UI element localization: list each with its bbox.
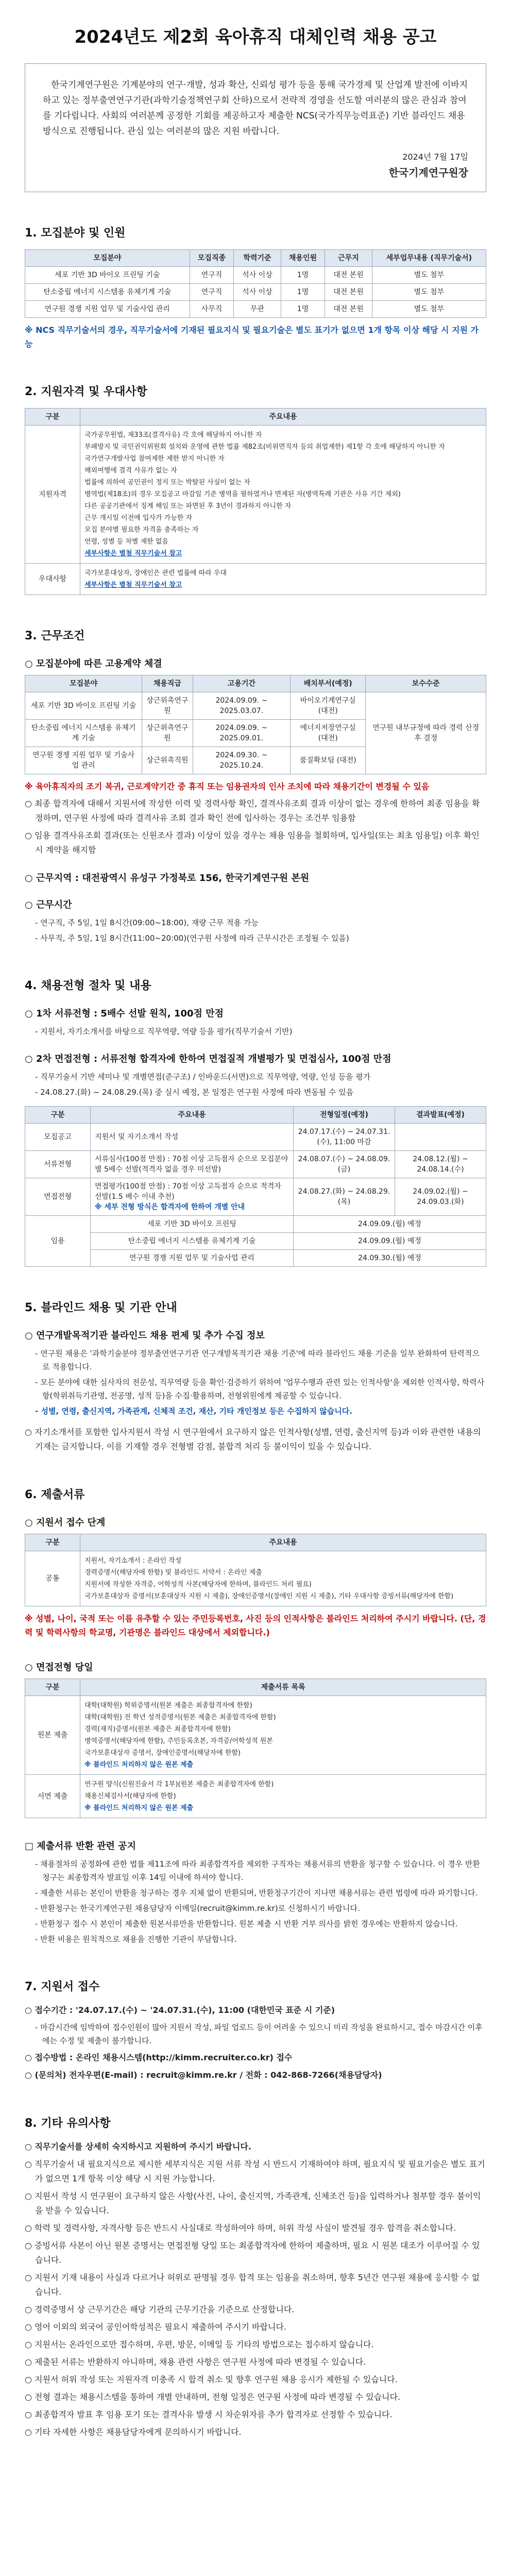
preference-list	[80, 564, 486, 595]
original-documents	[80, 1696, 486, 1775]
table-header: 고용기간	[193, 675, 291, 692]
application-period-note: - 마감시간에 임박하여 접수인원이 많아 지원서 작성, 파일 업로드 등이 어려울 수 있으니 미리 작성을 완료하시고, 접수 마감시간 이후에는 수정 및 제출이 불가합니다.	[35, 2023, 483, 2045]
application-period: ○ 접수기간 : '24.07.17.(수) ~ '24.07.31.(수), 11:00 (대한민국 표준 시 기준)	[25, 2005, 335, 2015]
interview-documents-table	[25, 1679, 486, 1818]
table-row	[25, 1551, 486, 1606]
table-header: 채용직급	[142, 675, 193, 692]
table-cell: 에너지저장연구실 (대전)	[291, 720, 366, 747]
list-item: 경력증명서(해당자에 한함) 및 블라인드 서약서 : 온라인 제출	[84, 1569, 262, 1577]
list-item: 경력(재직)증명서(원본 제출은 최종합격자에 한함)	[84, 1725, 231, 1733]
page-title: 2024년도 제2회 육아휴직 대체인력 채용 공고	[74, 27, 437, 47]
table-cell: 무관	[234, 301, 281, 318]
table-header: 구분	[25, 1534, 80, 1551]
notice-list	[25, 2140, 486, 2439]
qualification-label: 지원자격	[25, 426, 80, 564]
table-row	[25, 426, 486, 564]
list-item: 지원서에 작성한 자격증, 어학성적 사본(해당자에 한하며, 블라인드 처리 필요)	[84, 1581, 312, 1588]
table-cell: 2024.09.30. ~ 2025.10.24.	[193, 747, 291, 774]
section-1-note: ※ NCS 직무기술서의 경우, 직무기술서에 기재된 필요지식 및 필요기술은 별도 표기가 없으면 1개 항목 이상 해당 시 지원 가능	[25, 325, 479, 349]
table-cell: 대전 본원	[325, 267, 372, 284]
interview-note: ※ 세부 전형 방식은 합격자에 한하여 개별 안내	[95, 1203, 245, 1211]
list-item: 병역증명서(해당자에 한함), 주민등록초본, 자격증/어학성적 원본	[84, 1737, 273, 1745]
list-item: ○ 경력증명서 상 근무기간은 해당 기관의 근무기간을 기준으로 산정합니다.	[25, 2304, 295, 2314]
step-1-detail: - 지원서, 자기소개서를 바탕으로 직무역량, 역량 등을 평가(직무기술서 기반)	[35, 1027, 293, 1036]
list-item: 채용신체검사서(해당자에 한함)	[84, 1792, 176, 1800]
table-cell: 지원서 및 자기소개서 작성	[91, 1124, 294, 1151]
table-row	[25, 301, 486, 318]
table-header: 모집직종	[190, 250, 234, 267]
step-1: ○ 1차 서류전형 : 5배수 선발 원칙, 100점 만점	[25, 1008, 224, 1019]
table-cell: 모집공고	[25, 1124, 91, 1151]
return-notice: - 반환 비용은 원칙적으로 채용을 진행한 기관이 부담합니다.	[35, 1935, 237, 1944]
table-row	[25, 267, 486, 284]
table-cell: 품질확보팀 (대전)	[291, 747, 366, 774]
table-row	[25, 692, 486, 720]
table-cell: 원본 제출	[25, 1696, 80, 1775]
recruit-fields-table	[25, 249, 486, 318]
return-notice: - 반환청구 접수 시 본인이 제출한 원본서류만을 반환합니다. 원본 제출 시 반환 거부 의사를 밝힌 경우에는 반환하지 않습니다.	[35, 1919, 458, 1928]
section-3-sub-1: ○ 모집분야에 따른 고용계약 체결	[25, 658, 162, 669]
table-cell: 세포 기반 3D 바이오 프린팅 기술	[25, 267, 190, 284]
list-item: 다른 공공기관에서 징계 해임 또는 파면된 후 3년이 경과하지 아니한 자	[84, 502, 292, 510]
table-cell: 석사 이상	[234, 267, 281, 284]
table-header: 주요내용	[80, 1534, 486, 1551]
table-cell: 서류전형	[25, 1151, 91, 1178]
contact-info[interactable]: ○ (문의처) 전자우편(E-mail) : recruit@kimm.re.kr / 전화 : 042-868-7266(채용담당자)	[25, 2070, 382, 2080]
table-cell: 연구원 경쟁 지원 업무 및 기술사업 관리	[25, 301, 190, 318]
table-cell: 바이오기계연구실 (대전)	[291, 692, 366, 720]
table-cell: 세포 기반 3D 바이오 프린팅 기술	[25, 692, 142, 720]
intro-signature	[43, 149, 468, 180]
footer-space	[25, 2443, 486, 2453]
section-6-sub-1: ○ 지원서 접수 단계	[25, 1517, 106, 1528]
table-row	[25, 1233, 486, 1250]
list-item: ○ 지원서 기재 내용이 사실과 다르거나 허위로 판명될 경우 합격 또는 임용을 취소하며, 향후 5년간 연구원 채용에 응시할 수 없습니다.	[25, 2273, 480, 2297]
table-cell: 24.09.30.(월) 예정	[294, 1250, 486, 1267]
list-item: 부패방지 및 국민권익위원회 설치와 운영에 관한 법률 제82조(비위면직자 등의 취업제한) 제1항 각 호에 해당하지 아니한 자	[84, 443, 445, 451]
table-header: 구분	[25, 409, 80, 426]
table-cell: 24.08.12.(월) ~ 24.08.14.(수)	[395, 1151, 486, 1178]
return-notice: - 제출한 서류는 본인이 반환을 청구하는 경우 지체 없이 반환되며, 반환청구기간이 지나면 채용서류는 관련 법령에 따라 파기합니다.	[35, 1888, 478, 1897]
table-header: 제출서류 목록	[80, 1679, 486, 1696]
table-cell: 임용	[25, 1216, 91, 1267]
table-header: 전형일정(예정)	[294, 1107, 395, 1124]
table-cell: 1명	[281, 267, 325, 284]
table-header: 채용인원	[281, 250, 325, 267]
table-cell: 24.09.02.(월) ~ 24.09.03.(화)	[395, 1178, 486, 1216]
table-cell	[395, 1124, 486, 1151]
intro-org: 한국기계연구원장	[388, 166, 468, 179]
table-header: 세부업무내용 (직무기술서)	[372, 250, 486, 267]
list-item: ○ 직무기술서 내 필요지식으로 제시한 세부지식은 지원 서류 작성 시 반드시 기재하여야 하며, 필요지식 및 필요기술은 별도 표기가 없으면 1개 항목 이상 해당 시 지원 가능합니다.	[25, 2159, 485, 2183]
qualification-list	[80, 426, 486, 564]
list-item: 모집 분야별 필요한 자격을 충족하는 자	[84, 526, 199, 534]
list-item: 국가공무원법, 제33조(결격사유) 각 호에 해당하지 아니한 자	[84, 431, 262, 439]
list-item: ※ 블라인드 처리하지 않은 원본 제출	[84, 1804, 194, 1812]
preference-label: 우대사항	[25, 564, 80, 595]
table-cell: 세포 기반 3D 바이오 프린팅	[91, 1216, 294, 1233]
section-1-heading: 1. 모집분야 및 인원	[25, 227, 126, 240]
table-header: 구분	[25, 1107, 91, 1124]
table-cell: 별도 첨부	[372, 301, 486, 318]
table-cell: 24.07.17.(수) ~ 24.07.31.(수), 11:00 마감	[294, 1124, 395, 1151]
intro-text: 한국기계연구원은 기계분야의 연구·개발, 성과 확산, 신뢰성 평가 등을 통해 국가경제 및 산업계 발전에 이바지하고 있는 정부출연연구기관(과학기술정책연구회 산하)으로서 전략적 경영을 선도할 여러분의 많은 관심과 참여를 기다립니다. 사회의 여러분께 공정한 기회를 제공하고자 제출한 NCS(국가직무능력표준) 기반 블라인드 채용 방식으로 진행됩니다. 관심 있는 여러분의 많은 지원 바랍니다.	[43, 80, 468, 137]
table-cell: 탄소중립 에너지 시스템용 유체기계 기술	[91, 1233, 294, 1250]
table-cell: 면접전형	[25, 1178, 91, 1216]
table-row	[25, 1124, 486, 1151]
table-cell: 연구직	[190, 284, 234, 301]
qualification-table	[25, 408, 486, 595]
list-item: 병역법(제18조)의 경우 모집공고 마감일 기준 병역을 필하였거나 면제된 자(병역특례 기관은 사유 기간 제외)	[84, 490, 401, 498]
section-3-note-3: ○ 임용 결격사유조회 결과(또는 신원조사 결과) 이상이 있을 경우는 채용 임용을 철회하며, 입사일(또는 최초 임용일) 이후 확인 시 계약을 해지함	[25, 831, 480, 855]
work-hours-heading: ○ 근무시간	[25, 900, 72, 910]
table-cell: 1명	[281, 301, 325, 318]
table-cell: 연구직	[190, 267, 234, 284]
table-cell: 상근위촉연구원	[142, 692, 193, 720]
table-cell: 서류심사(100점 만점) : 70점 이상 고득점자 순으로 모집분야별 5배수 선발(적격자 없을 경우 미선발)	[91, 1151, 294, 1178]
process-table	[25, 1106, 486, 1267]
interview-desc: 면접평가(100점 만점) : 70점 이상 고득점자 순으로 적격자 선발(1.5 배수 이내 추천)	[95, 1182, 281, 1201]
blind-processing-note: ※ 성별, 나이, 국적 또는 이름 유추할 수 있는 주민등록번호, 사진 등의 인적사항은 블라인드 처리하여 주시기 바랍니다. (단, 경력 및 학력사항의 학교명, 기관명은 블라인드 대상에서 제외합니다.)	[25, 1614, 486, 1637]
blind-item-3: - 성별, 연령, 출신지역, 가족관계, 신체적 조건, 재산, 기타 개인정보 등은 수집하지 않습니다.	[35, 1406, 352, 1416]
step-2-schedule: - 24.08.27.(화) ~ 24.08.29.(목) 중 실시 예정, 본 일정은 연구원 사정에 따라 변동될 수 있음	[35, 1088, 354, 1097]
table-cell: 별도 첨부	[372, 284, 486, 301]
work-hours-admin: - 사무직, 주 5일, 1일 8시간(11:00~20:00)(연구원 사정에 따라 근무시간은 조정될 수 있음)	[35, 934, 349, 943]
section-5-sub-1: ○ 연구개발목적기관 블라인드 채용 편제 및 추가 수집 정보	[25, 1330, 265, 1341]
section-5-heading: 5. 블라인드 채용 및 기관 안내	[25, 1301, 177, 1314]
section-6-heading: 6. 제출서류	[25, 1488, 85, 1501]
list-item: 연령, 성별 등 차별 제한 없음	[84, 538, 168, 546]
application-method[interactable]: ○ 접수방법 : 온라인 채용시스템(http://kimm.recruiter.co.kr) 접수	[25, 2053, 293, 2062]
list-item: 대학(대학원) 전 학년 성적증명서(원본 제출은 최종합격자에 한함)	[84, 1714, 276, 1721]
table-header: 모집분야	[25, 250, 190, 267]
section-6-sub-2: ○ 면접전형 당일	[25, 1662, 93, 1673]
table-cell: 연구원 경쟁 지원 업무 및 기술사업 관리	[25, 747, 142, 774]
table-cell: 2024.09.09. ~ 2025.09.01.	[193, 720, 291, 747]
table-cell: 1명	[281, 284, 325, 301]
list-item: ○ 최종합격자 발표 후 임용 포기 또는 결격사유 발생 시 차순위자를 추가 합격자로 선정할 수 있습니다.	[25, 2410, 393, 2419]
blind-item-1: - 연구원 채용은 '과학기술분야 정부출연연구기관 연구개발목적기관 채용 기준'에 따라 블라인드 채용 기준을 일부 완화하여 탄력적으로 적용합니다.	[35, 1349, 480, 1371]
table-cell: 연구원 경쟁 지원 업무 및 기술사업 관리	[91, 1250, 294, 1267]
table-cell: 대전 본원	[325, 284, 372, 301]
table-row	[25, 284, 486, 301]
table-cell: 24.09.09.(월) 예정	[294, 1233, 486, 1250]
list-item: ○ 제출된 서류는 반환하지 아니하며, 채용 관련 사항은 연구원 사정에 따라 변경될 수 있습니다.	[25, 2357, 366, 2367]
list-item: ○ 지원서는 온라인으로만 접수하며, 우편, 방문, 이메일 등 기타의 방법으로는 접수하지 않습니다.	[25, 2340, 374, 2349]
list-item: ※ 블라인드 처리하지 않은 원본 제출	[84, 1761, 194, 1769]
list-item: 법률에 의하여 공민권이 정지 또는 박탈된 사실이 없는 자	[84, 479, 250, 486]
list-item: ○ 지원서 허위 작성 또는 지원자격 미충족 시 합격 취소 및 향후 연구원 채용 응시가 제한될 수 있습니다.	[25, 2375, 398, 2384]
table-header: 보수수준	[366, 675, 486, 692]
work-location: ○ 근무지역 : 대전광역시 유성구 가정북로 156, 한국기계연구원 본원	[25, 873, 310, 884]
step-2-detail: - 직무기술서 기반 세미나 및 개별면접(준구조) / 인바운드(서면)으로 직무역량, 역량, 인성 등을 평가	[35, 1072, 371, 1081]
table-cell: 대전 본원	[325, 301, 372, 318]
intro-box	[25, 63, 486, 192]
pay-level: 연구원 내부규정에 따라 경력 산정 후 결정	[366, 692, 486, 774]
section-3-note-1: ※ 육아휴직자의 조기 복귀, 근로계약기간 중 휴직 또는 임용권자의 인사 조치에 따라 채용기간이 변경될 수 있음	[25, 782, 430, 791]
table-row	[25, 1151, 486, 1178]
table-header: 학력기준	[234, 250, 281, 267]
return-notice: - 반환청구는 한국기계연구원 채용담당자 이메일(recruit@kimm.re.kr)로 신청하시기 바랍니다.	[35, 1904, 360, 1913]
list-item: ○ 증빙서류 사본이 아닌 원본 증명서는 면접전형 당일 또는 최종합격자에 한하여 제출하며, 필요 시 원본 대조가 이루어질 수 있습니다.	[25, 2241, 480, 2265]
table-row	[25, 1775, 486, 1818]
list-item: 대학(대학원) 학위증명서(원본 제출은 최종합격자에 한함)	[84, 1702, 252, 1709]
work-hours-research: - 연구직, 주 5일, 1일 8시간(09:00~18:00), 재량 근무 적용 가능	[35, 918, 259, 927]
list-item: ○ 전형 결과는 채용시스템을 통하여 개별 안내하며, 전형 일정은 연구원 사정에 따라 변경될 수 있습니다.	[25, 2392, 401, 2402]
list-item: 연구원 양식(신원진술서 각 1부)(원본 제출은 최종합격자에 한함)	[84, 1781, 274, 1788]
table-header: 근무지	[325, 250, 372, 267]
table-cell: 공통	[25, 1551, 80, 1606]
table-row	[25, 1696, 486, 1775]
table-header: 배치부서(예정)	[291, 675, 366, 692]
table-cell: 사무직	[190, 301, 234, 318]
section-7-heading: 7. 지원서 접수	[25, 1980, 100, 1993]
list-item: 해외여행에 결격 사유가 없는 자	[84, 467, 177, 474]
table-cell: 2024.09.09. ~ 2025.03.07.	[193, 692, 291, 720]
list-item: ○ 직무기술서를 상세히 숙지하시고 지원하여 주시기 바랍니다.	[25, 2142, 251, 2151]
return-notice: - 채용절차의 공정화에 관한 법률 제11조에 따라 최종합격자를 제외한 구직자는 채용서류의 반환을 청구할 수 있습니다. 이 경우 반환청구는 최종합격자 발표일 이후 14일 이내에 하셔야 합니다.	[35, 1859, 480, 1882]
section-4-heading: 4. 채용전형 절차 및 내용	[25, 979, 151, 992]
common-documents	[80, 1551, 486, 1606]
list-item: 국가보훈대상자 증명서, 장애인증명서(해당자에 한함)	[84, 1749, 241, 1757]
intro-date: 2024년 7월 17일	[402, 152, 468, 162]
table-row	[25, 564, 486, 595]
table-header: 결과발표(예정)	[395, 1107, 486, 1124]
blind-warning: ○ 자기소개서를 포함한 입사지원서 작성 시 연구원에서 요구하지 않은 인적사항(성별, 연령, 출신지역 등)과 이와 관련한 내용의 기재는 금지합니다. 이를 기재할 경우 전형별 감점, 불합격 처리 등 불이익이 있을 수 있습니다.	[25, 1427, 481, 1451]
table-header: 구분	[25, 1679, 80, 1696]
table-row	[25, 1216, 486, 1233]
section-3-heading: 3. 근무조건	[25, 630, 85, 642]
table-row	[25, 1250, 486, 1267]
section-2-heading: 2. 지원자격 및 우대사항	[25, 385, 147, 398]
list-item: 국가보훈대상자 증명서(보훈대상자 지원 시 제출), 장애인증명서(장애인 지원 시 제출), 기타 우대사항 증빙서류(해당자에 한함)	[84, 1592, 454, 1600]
post-documents	[80, 1775, 486, 1818]
list-item: 국가보훈대상자, 장애인은 관련 법률에 따라 우대	[84, 569, 227, 577]
step-2: ○ 2차 면접전형 : 서류전형 합격자에 한하여 면접질적 개별평가 및 면접심사, 100점 만점	[25, 1054, 391, 1064]
table-cell: 상근위촉연구원	[142, 720, 193, 747]
list-item: ○ 영어 이외의 외국어 공인어학성적은 필요시 제출하여 주시기 바랍니다.	[25, 2322, 286, 2332]
list-item: ○ 학력 및 경력사항, 자격사항 등은 반드시 사실대로 작성하여야 하며, 허위 작성 사실이 발견될 경우 합격을 취소합니다.	[25, 2223, 456, 2233]
list-item: 세부사항은 별첨 직무기술서 참고	[84, 550, 182, 557]
section-3-note-2: ○ 최종 합격자에 대해서 지원서에 작성한 이력 및 경력사항 확인, 결격사유조회 결과 이상이 없는 경우에 한하여 최종 임용을 확정하며, 연구원 사정에 따라 결격사유 조회 결과 확인 전에 입사하는 경우는 조건부 임용함	[25, 799, 480, 823]
section-8-heading: 8. 기타 유의사항	[25, 2117, 111, 2130]
blind-item-2: - 모든 분야에 대한 심사자의 전문성, 직무역량 등을 확인·검증하기 위하여 '업무수행과 관련 있는 인적사항'을 제외한 인적사항, 학력사항(학위취득기관명, 전공명, 성적 등)을 수집·활용하며, 전형위원에게 제공할 수 있습니다.	[35, 1378, 485, 1400]
employment-table	[25, 675, 486, 774]
table-cell: 석사 이상	[234, 284, 281, 301]
list-item: 국가연구개발사업 참여제한 제한 받지 아니한 자	[84, 455, 225, 463]
list-item: 세부사항은 별첨 직무기술서 참고	[84, 581, 182, 589]
table-cell	[91, 1178, 294, 1216]
table-cell: 24.08.27.(화) ~ 24.08.29.(목)	[294, 1178, 395, 1216]
list-item: 근무 개시일 이전에 입사가 가능한 자	[84, 514, 193, 522]
table-cell: 상근위촉직원	[142, 747, 193, 774]
table-header: 주요내용	[80, 409, 486, 426]
table-cell: 24.08.07.(수) ~ 24.08.09.(금)	[294, 1151, 395, 1178]
table-cell: 별도 첨부	[372, 267, 486, 284]
table-cell: 서면 제출	[25, 1775, 80, 1818]
table-row	[25, 1178, 486, 1216]
application-documents-table	[25, 1534, 486, 1606]
section-6-sub-3: □ 제출서류 반환 관련 공지	[25, 1841, 136, 1852]
table-cell: 탄소중립 에너지 시스템용 유체기계 기술	[25, 284, 190, 301]
list-item: ○ 지원서 작성 시 연구원이 요구하지 않은 사항(사진, 나이, 출신지역, 가족관계, 신체조건 등)을 입력하거나 첨부할 경우 불이익을 받을 수 있습니다.	[25, 2191, 481, 2215]
table-cell: 탄소중립 에너지 시스템용 유체기계 기술	[25, 720, 142, 747]
list-item: 지원서, 자기소개서 : 온라인 작성	[84, 1557, 182, 1565]
list-item: ○ 기타 자세한 사항은 채용담당자에게 문의하시기 바랍니다.	[25, 2427, 242, 2437]
table-header: 주요내용	[91, 1107, 294, 1124]
table-header: 모집분야	[25, 675, 142, 692]
table-cell: 24.09.09.(월) 예정	[294, 1216, 486, 1233]
